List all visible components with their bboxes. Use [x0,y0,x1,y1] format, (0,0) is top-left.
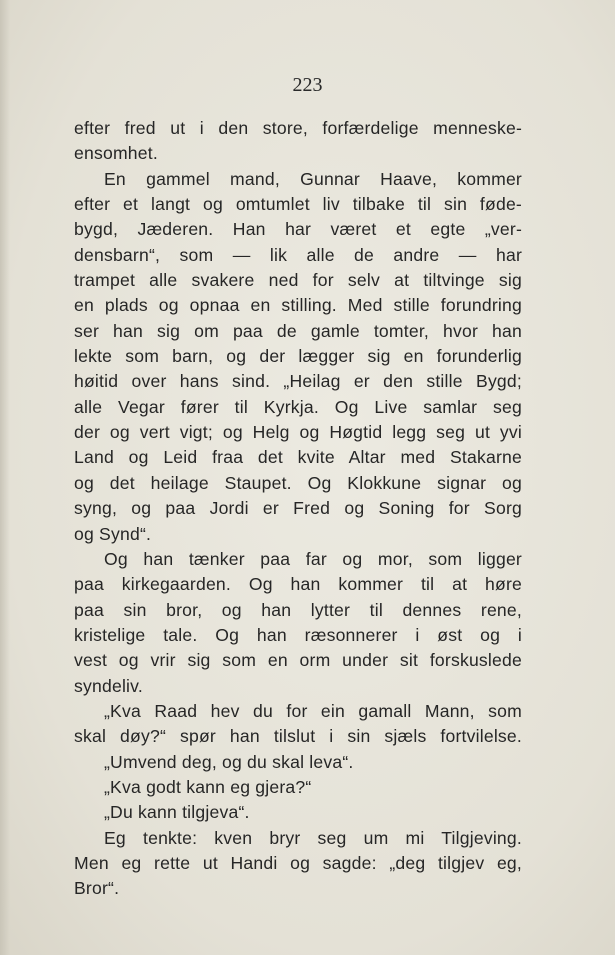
text-line: Og han tænker paa far og mor, som ligger [104,548,522,569]
text-line: og det heilage Staupet. Og Klokkune signar og [74,472,522,493]
text-line: densbarn“, som — lik alle de andre — har [74,244,522,265]
text-line: ser han sig om paa de gamle tomter, hvor han [74,320,522,341]
text-line: der og vert vigt; og Helg og Høgtid legg seg ut yvi [74,422,522,443]
text-line: vest og vrir sig som en orm under sit forskuslede [74,650,522,671]
text-line: en plads og opnaa en stilling. Med stille forundring [74,295,522,316]
text-line: alle Vegar fører til Kyrkja. Og Live samlar seg [74,396,522,417]
text-line: „Kva Raad hev du for ein gamall Mann, som [104,700,522,721]
text-line: efter fred ut i den store, forfærdelige menneske- [74,118,522,138]
text-line: og Synd“. [74,523,152,544]
text-line: trampet alle svakere ned for selv at tiltvinge sig [74,270,522,291]
text-line: Men eg rette ut Handi og sagde: „deg tilgjev eg, [74,852,522,873]
text-line: skal døy?“ spør han tilslut i sin sjæls fortvilelse. [74,726,522,747]
text-line: paa sin bror, og han lytter til dennes rene, [74,599,522,620]
text-line: paa kirkegaarden. Og han kommer til at høre [74,574,522,595]
page-number: 223 [292,74,323,96]
text-line: lekte som barn, og der lægger sig en forunderlig [74,346,522,367]
text-line: efter et langt og omtumlet liv tilbake til sin føde- [74,194,522,215]
text-line: Bror“. [74,878,120,899]
text-line: Land og Leid fraa det kvite Altar med Stakarne [74,447,522,468]
text-line: „Du kann tilgjeva“. [104,802,250,823]
text-line: „Umvend deg, og du skal leva“. [104,751,354,772]
text-line: høitid over hans sind. „Heilag er den stille Bygd; [74,371,522,392]
text-line: syndeliv. [74,675,143,696]
text-line: kristelige tale. Og han ræsonnerer i øst og i [74,624,522,645]
body-text [74,116,522,902]
text-line: Eg tenkte: kven bryr seg um mi Tilgjeving. [104,827,522,848]
text-line: ensomhet. [74,143,158,164]
text-line: „Kva godt kann eg gjera?“ [104,776,312,797]
text-line: syng, og paa Jordi er Fred og Soning for Sorg [74,498,522,519]
text-line: En gammel mand, Gunnar Haave, kommer [104,168,522,189]
text-line: bygd, Jæderen. Han har været et egte „ver- [74,219,522,240]
